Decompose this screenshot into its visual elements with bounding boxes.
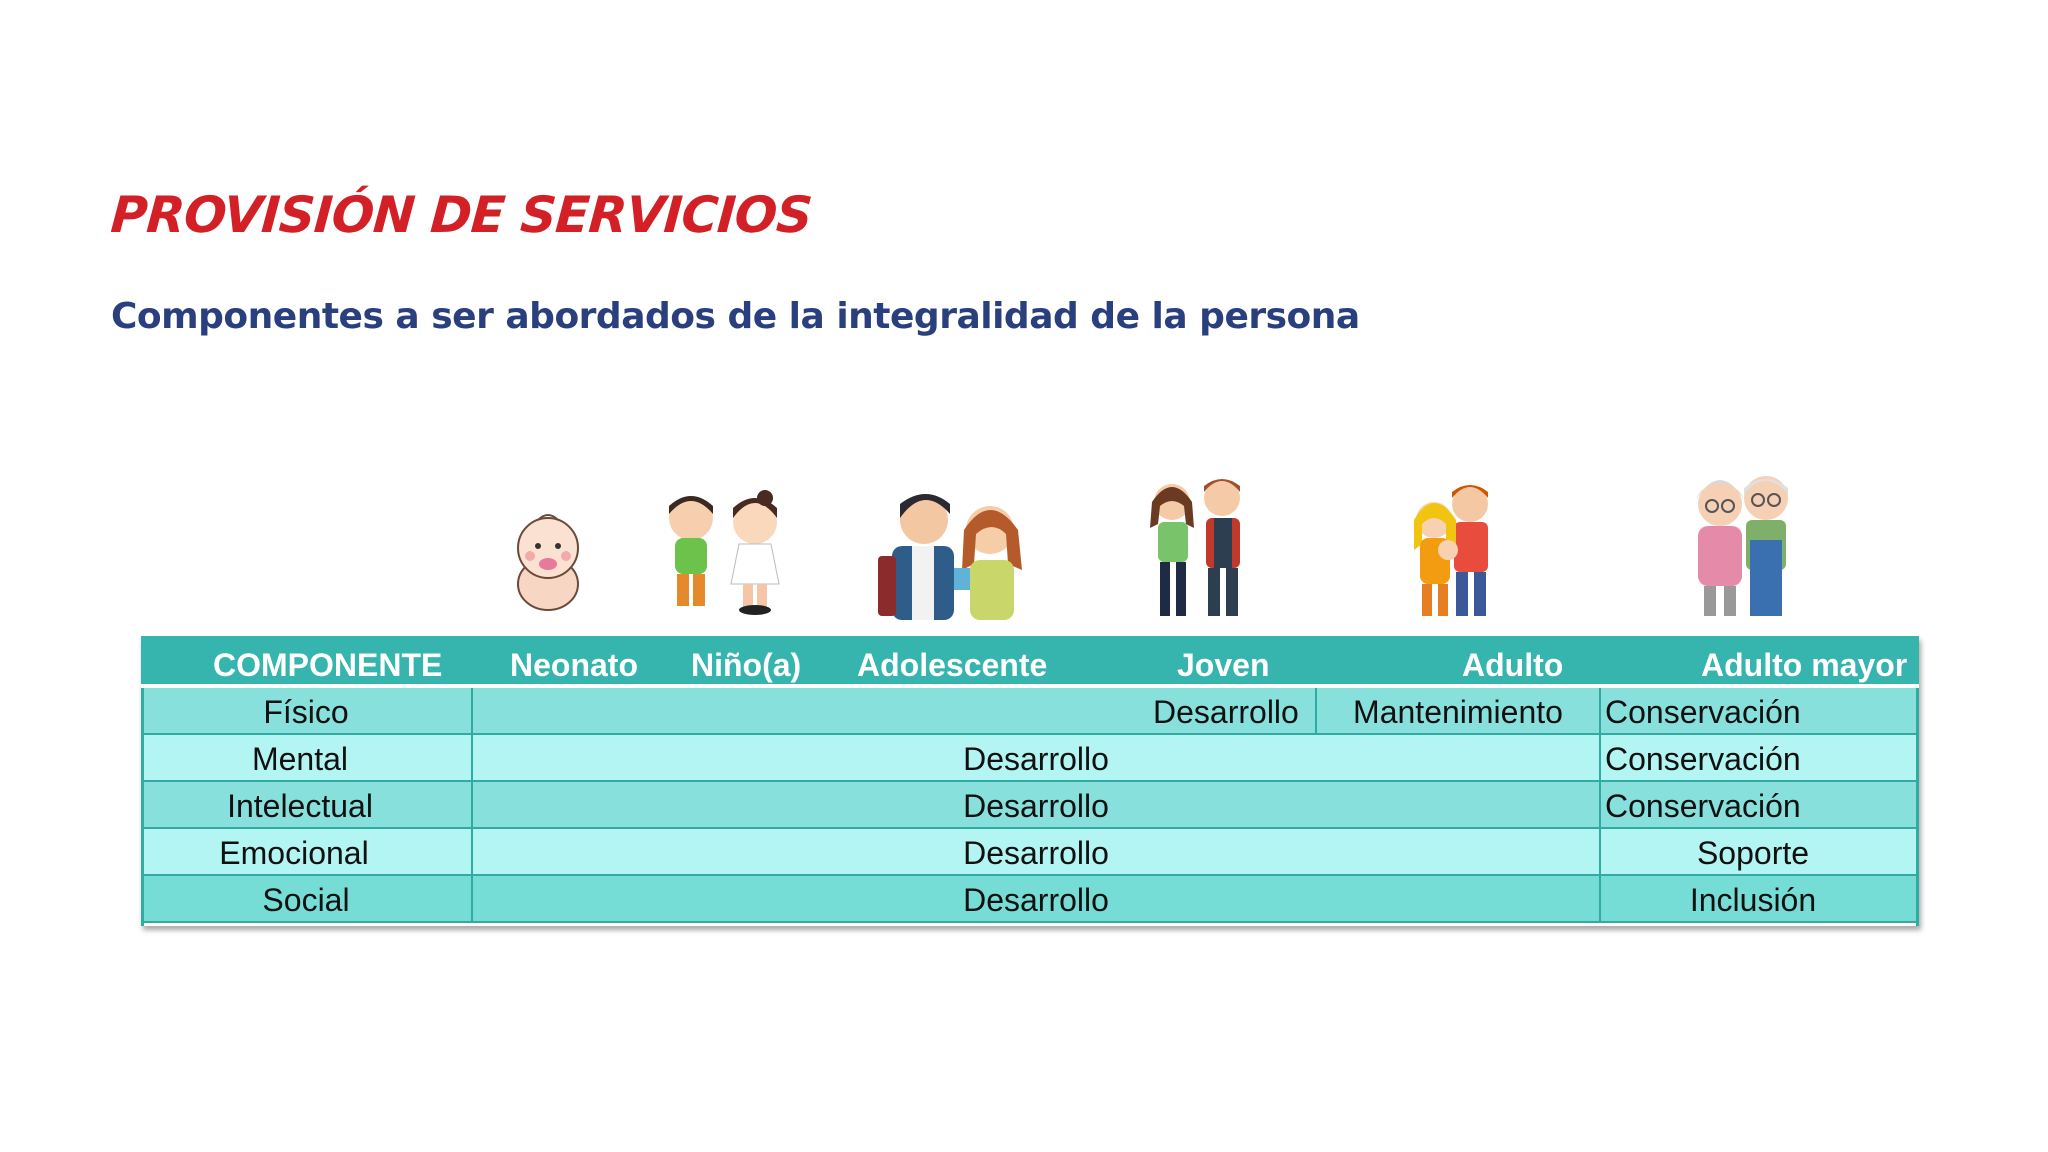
component-cell: Mental bbox=[251, 741, 349, 777]
development-cell: Desarrollo bbox=[963, 882, 1109, 918]
table-row bbox=[141, 688, 1919, 735]
header-nino: Niño(a) bbox=[691, 647, 802, 683]
senior-cell: Conservación bbox=[1605, 694, 1801, 730]
table-header bbox=[141, 636, 1919, 688]
header-adulto: Adulto bbox=[1462, 647, 1564, 683]
header-adulto-mayor: Adulto mayor bbox=[1701, 647, 1908, 683]
young-couple-icon bbox=[1142, 476, 1254, 620]
component-cell: Social bbox=[262, 882, 350, 918]
baby-icon bbox=[508, 510, 590, 614]
development-cell: Desarrollo bbox=[1153, 694, 1299, 730]
table-row bbox=[141, 829, 1919, 876]
adult-family-icon bbox=[1408, 480, 1500, 620]
development-cell: Desarrollo bbox=[963, 741, 1109, 777]
senior-cell: Inclusión bbox=[1689, 882, 1817, 918]
development-cell: Desarrollo bbox=[963, 835, 1109, 871]
table-row bbox=[141, 876, 1919, 923]
senior-cell: Conservación bbox=[1605, 788, 1801, 824]
slide-title: PROVISIÓN DE SERVICIOS bbox=[108, 186, 814, 244]
header-neonato: Neonato bbox=[510, 647, 638, 683]
slide-subtitle: Componentes a ser abordados de la integralidad de la persona bbox=[111, 296, 1360, 337]
header-adolescente: Adolescente bbox=[857, 647, 1048, 683]
header-joven: Joven bbox=[1177, 647, 1270, 683]
maintenance-cell: Mantenimiento bbox=[1353, 694, 1563, 730]
senior-cell: Conservación bbox=[1605, 741, 1801, 777]
elderly-couple-icon bbox=[1686, 470, 1798, 620]
component-cell: Físico bbox=[263, 694, 349, 730]
component-cell: Emocional bbox=[219, 835, 369, 871]
component-cell: Intelectual bbox=[227, 788, 373, 824]
children-icon bbox=[657, 488, 793, 618]
development-cell: Desarrollo bbox=[963, 788, 1109, 824]
components-table bbox=[141, 636, 1919, 926]
table-row bbox=[141, 782, 1919, 829]
header-componente: COMPONENTE bbox=[213, 647, 443, 683]
table-row bbox=[141, 735, 1919, 782]
teenagers-icon bbox=[872, 490, 1036, 620]
senior-cell: Soporte bbox=[1696, 835, 1810, 871]
